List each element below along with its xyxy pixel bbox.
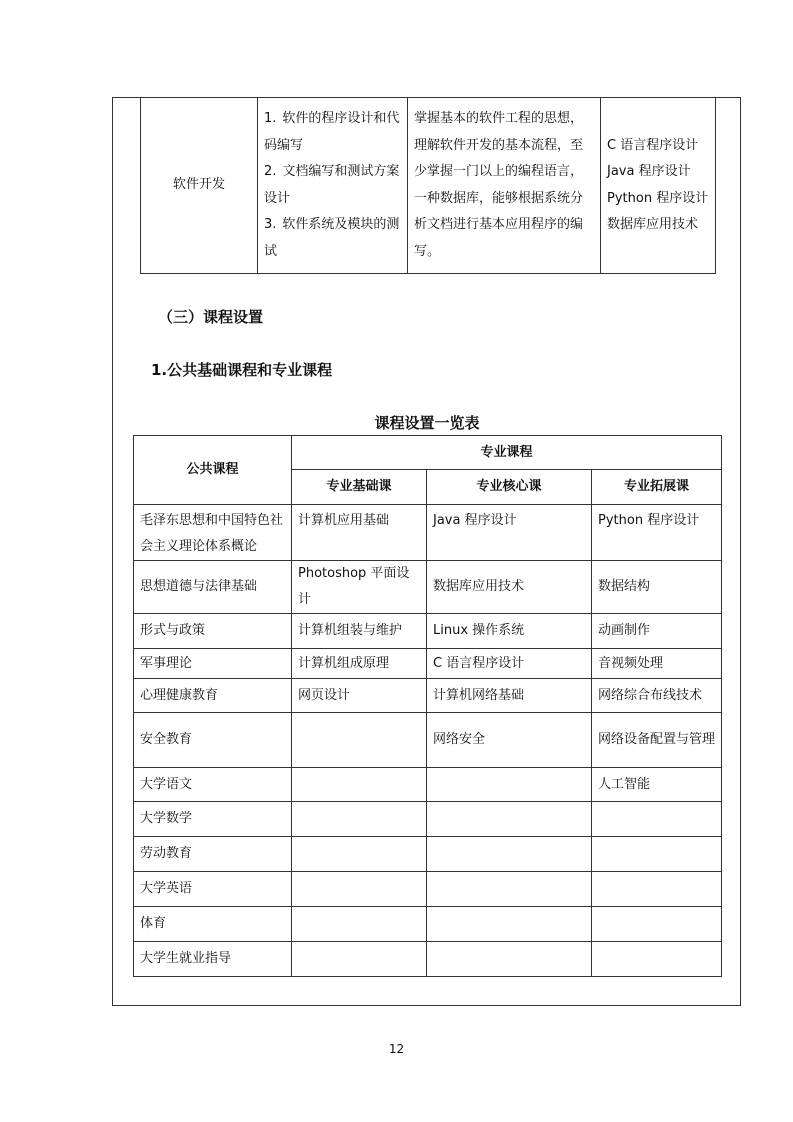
requirement-cell: 掌握基本的软件工程的思想，理解软件开发的基本流程，至少掌握一门以上的编程语言，一种数据库，能够根据系统分析文档进行基本应用程序的编写。 — [408, 98, 601, 274]
table-row — [134, 942, 722, 977]
table-row — [141, 98, 716, 274]
cell-basic: 计算机组装与维护 — [292, 614, 427, 649]
course-item: Java 程序设计 — [607, 164, 691, 179]
table-row — [134, 561, 722, 614]
capability-table — [140, 97, 716, 274]
cell-public: 大学生就业指导 — [134, 942, 292, 977]
cell-basic — [292, 907, 427, 942]
list-item: 2. 文档编写和测试方案设计 — [264, 164, 400, 206]
cell-basic: 计算机应用基础 — [292, 505, 427, 561]
cell-core — [427, 872, 592, 907]
cell-extension — [592, 942, 722, 977]
table-row — [134, 768, 722, 802]
cell-public: 大学语文 — [134, 768, 292, 802]
subsection-title: 1.公共基础课程和专业课程 — [151, 361, 333, 379]
cell-basic: Photoshop 平面设计 — [292, 561, 427, 614]
cell-public: 安全教育 — [134, 713, 292, 768]
cell-public: 毛泽东思想和中国特色社会主义理论体系概论 — [134, 505, 292, 561]
cell-extension — [592, 872, 722, 907]
cell-core: C 语言程序设计 — [427, 649, 592, 679]
table-caption: 课程设置一览表 — [374, 414, 480, 432]
course-table — [133, 435, 722, 977]
cell-extension: 音视频处理 — [592, 649, 722, 679]
table-row — [134, 649, 722, 679]
cell-extension: 动画制作 — [592, 614, 722, 649]
cell-public: 大学英语 — [134, 872, 292, 907]
cell-extension — [592, 837, 722, 872]
header-core: 专业核心课 — [427, 470, 592, 505]
table-row — [134, 872, 722, 907]
cell-public: 体育 — [134, 907, 292, 942]
cell-core: Java 程序设计 — [427, 505, 592, 561]
cell-extension: 网络综合布线技术 — [592, 679, 722, 713]
cell-extension: 网络设备配置与管理 — [592, 713, 722, 768]
table-row — [134, 679, 722, 713]
tasks-cell — [258, 98, 408, 274]
page-number: 12 — [388, 1042, 405, 1056]
cell-basic — [292, 713, 427, 768]
cell-extension — [592, 802, 722, 837]
cell-basic — [292, 872, 427, 907]
cell-core: 计算机网络基础 — [427, 679, 592, 713]
cell-basic: 计算机组成原理 — [292, 649, 427, 679]
cell-basic — [292, 768, 427, 802]
cell-extension: Python 程序设计 — [592, 505, 722, 561]
table-row — [134, 907, 722, 942]
cell-basic — [292, 837, 427, 872]
list-item: 3. 软件系统及模块的测试 — [264, 217, 400, 259]
table-row — [134, 713, 722, 768]
course-item: Python 程序设计 — [607, 190, 709, 206]
area-cell: 软件开发 — [141, 98, 258, 274]
table-row — [134, 614, 722, 649]
cell-basic — [292, 942, 427, 977]
cell-extension: 人工智能 — [592, 768, 722, 802]
list-item: 1. 软件的程序设计和代码编写 — [264, 111, 400, 153]
table-row — [134, 837, 722, 872]
cell-extension — [592, 907, 722, 942]
cell-basic: 网页设计 — [292, 679, 427, 713]
cell-public: 大学数学 — [134, 802, 292, 837]
course-item: C 语言程序设计 — [607, 137, 699, 153]
section-title: （三）课程设置 — [158, 308, 264, 326]
header-basic: 专业基础课 — [292, 470, 427, 505]
course-item: 数据库应用技术 — [607, 217, 699, 232]
cell-core — [427, 907, 592, 942]
table-header-row — [134, 436, 722, 470]
cell-core: 数据库应用技术 — [427, 561, 592, 614]
header-public: 公共课程 — [134, 436, 292, 505]
cell-extension: 数据结构 — [592, 561, 722, 614]
cell-public: 军事理论 — [134, 649, 292, 679]
cell-public: 心理健康教育 — [134, 679, 292, 713]
table-row — [134, 802, 722, 837]
cell-public: 形式与政策 — [134, 614, 292, 649]
cell-basic — [292, 802, 427, 837]
table-row — [134, 505, 722, 561]
cell-core — [427, 837, 592, 872]
header-extension: 专业拓展课 — [592, 470, 722, 505]
cell-public: 劳动教育 — [134, 837, 292, 872]
courses-cell — [601, 98, 716, 274]
cell-core — [427, 942, 592, 977]
cell-core — [427, 768, 592, 802]
cell-core: Linux 操作系统 — [427, 614, 592, 649]
cell-core: 网络安全 — [427, 713, 592, 768]
cell-core — [427, 802, 592, 837]
cell-public: 思想道德与法律基础 — [134, 561, 292, 614]
header-professional: 专业课程 — [292, 436, 722, 470]
